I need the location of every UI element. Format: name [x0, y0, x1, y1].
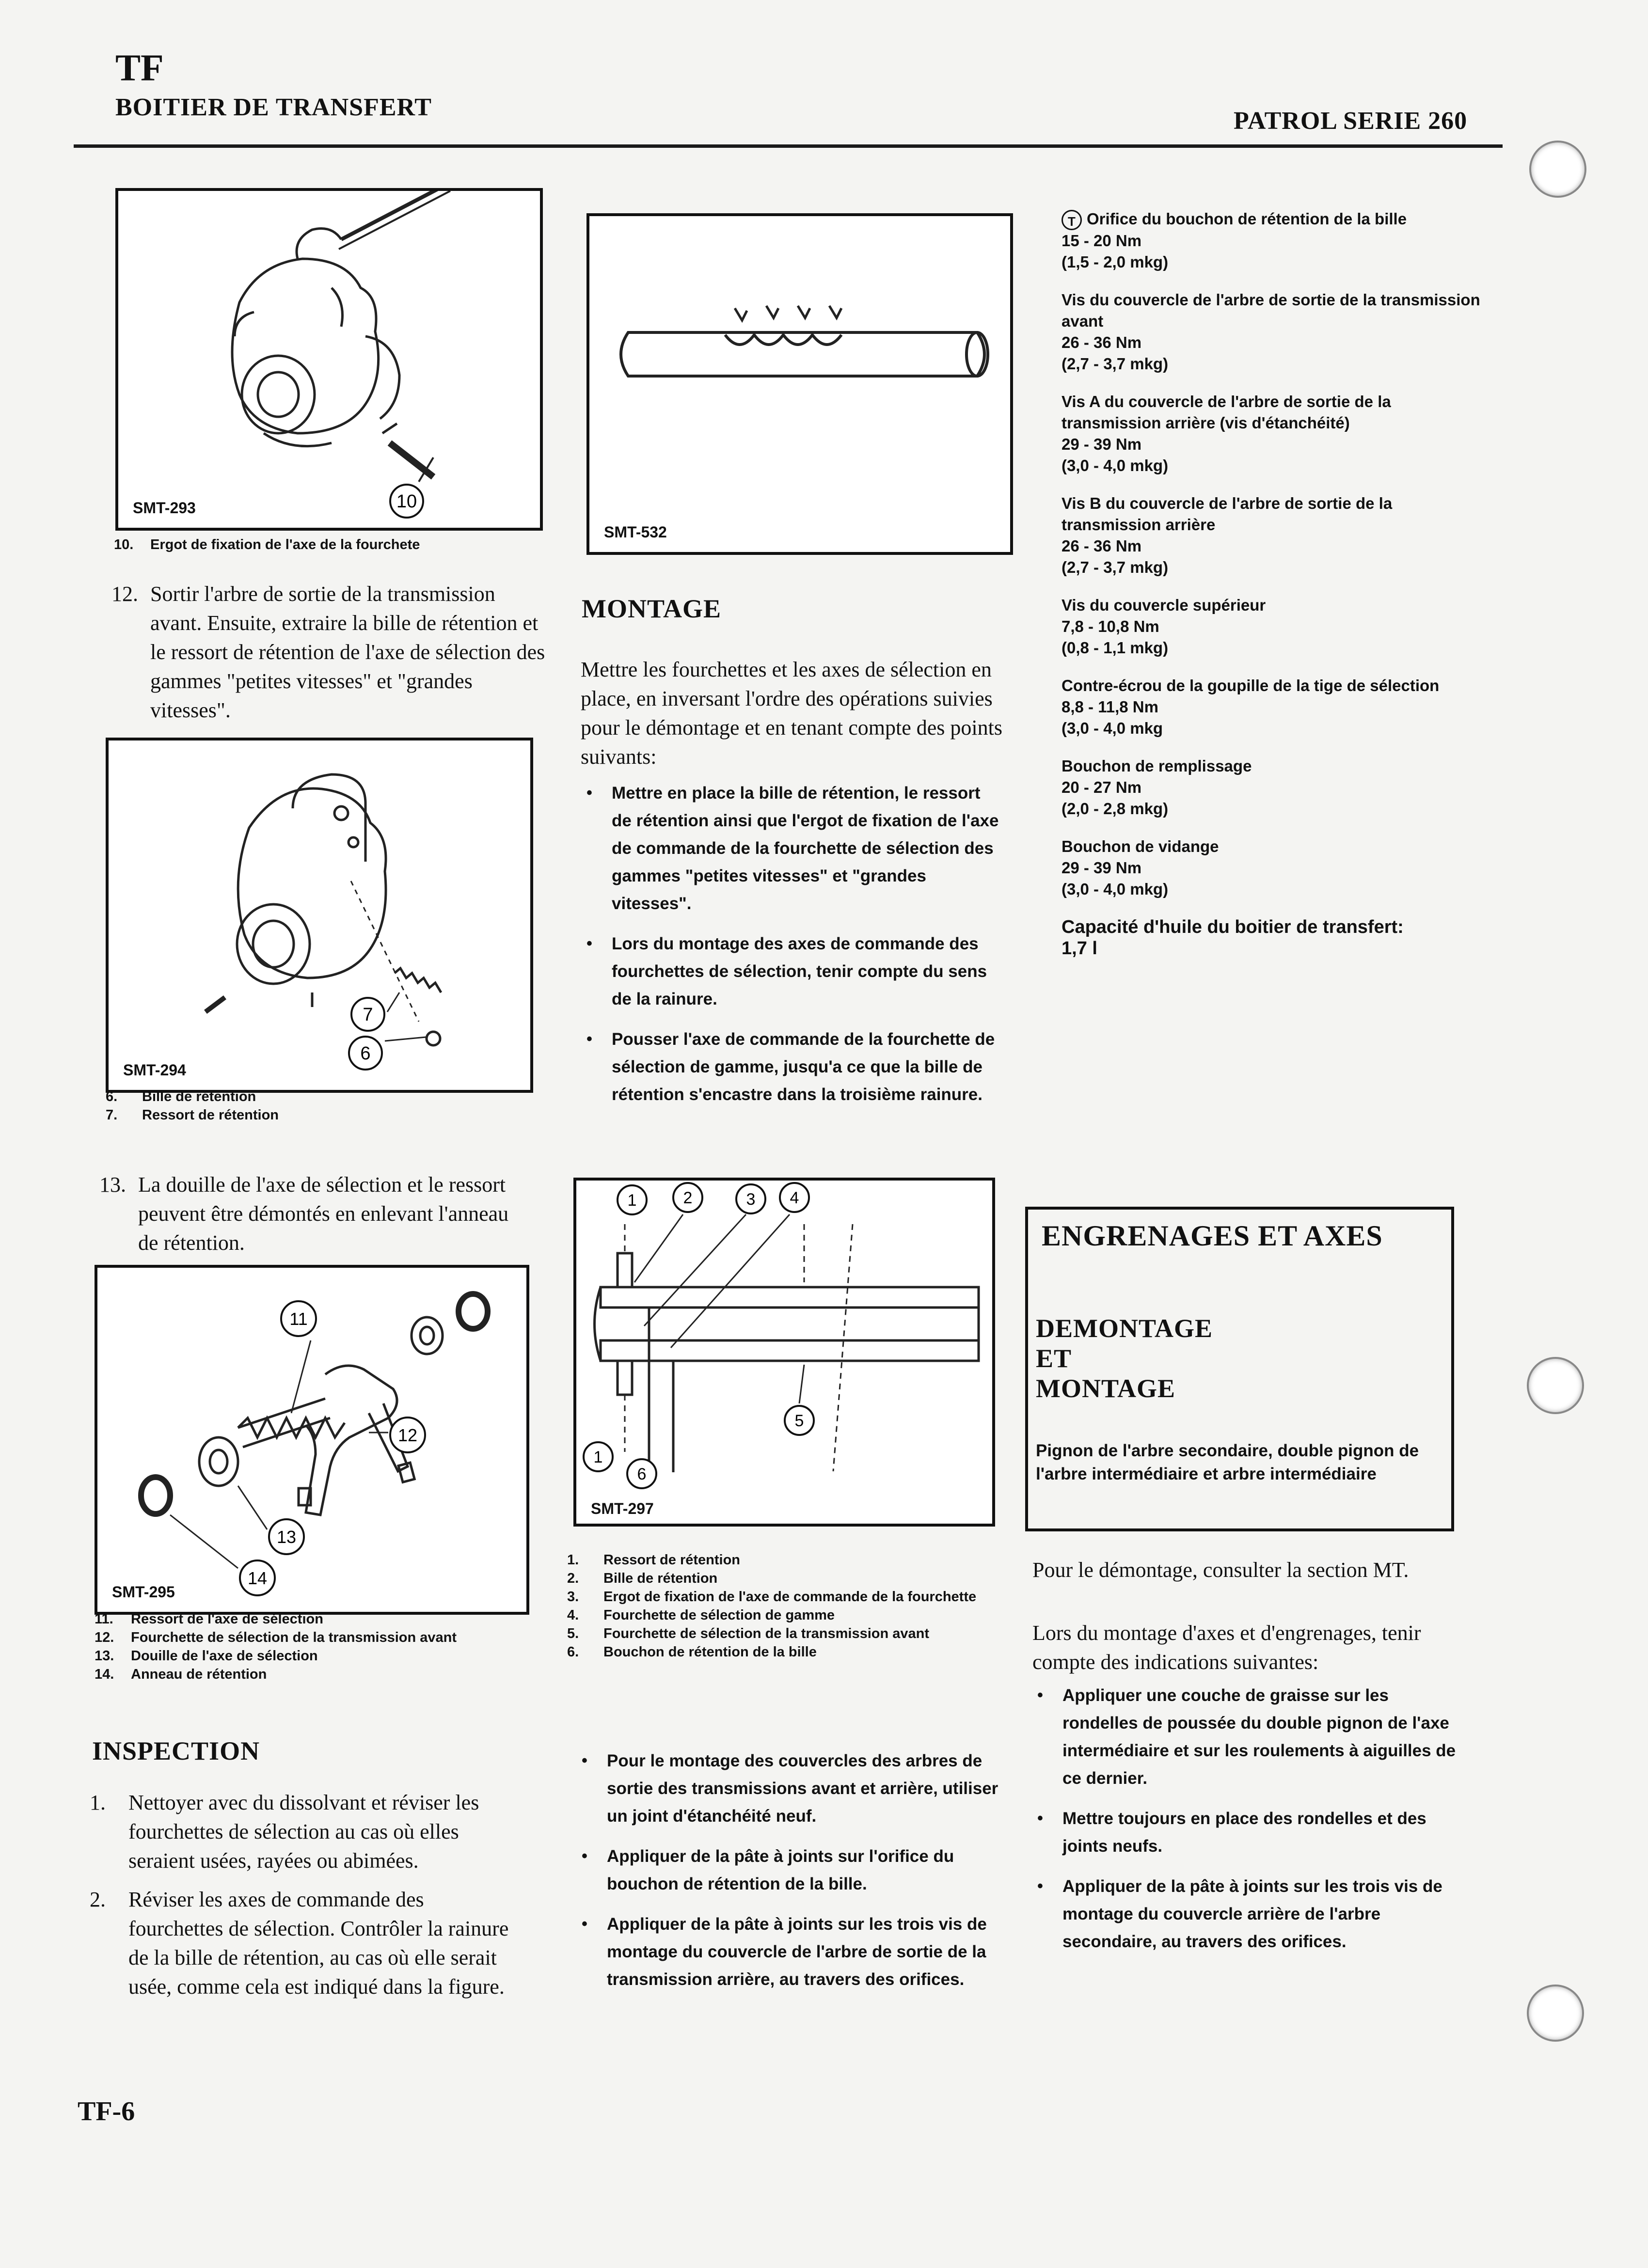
legend-num: 7. [106, 1107, 118, 1123]
torque-spec-name: Orifice du bouchon de rétention de la bille [1087, 210, 1407, 228]
header-rule [74, 144, 1503, 148]
legend-num: 14. [95, 1667, 114, 1682]
torque-spec [1062, 756, 1488, 819]
step-text: Réviser les axes de commande des fourchettes de sélection. Contrôler la rainure de la bille de rétention, au cas où elle serait usée, comme cela est indiqué dans la figure. [128, 1888, 509, 1999]
engrenages-subheading [1036, 1313, 1213, 1403]
legend-text: Fourchette de sélection de gamme [603, 1607, 835, 1623]
figure-label: SMT-295 [112, 1583, 175, 1601]
torque-specs [1062, 208, 1488, 976]
legend-text: Ressort de rétention [603, 1552, 740, 1568]
torque-spec-mkg: (1,5 - 2,0 mkg) [1062, 253, 1169, 271]
inspection-list [90, 1788, 516, 2001]
callout-5-label: 5 [794, 1412, 804, 1430]
callout-13-label: 13 [276, 1527, 297, 1547]
bullet-text: Appliquer de la pâte à joints sur les trois vis de montage du couvercle de l'arbre de sortie de la transmission arrière, au travers des orifices. [607, 1915, 987, 1989]
figure-smt-297 [573, 1178, 995, 1527]
legend-text: Bille de rétention [603, 1571, 718, 1586]
step-number: 13. [99, 1173, 126, 1197]
callout-1-label: 1 [627, 1191, 637, 1210]
legend-num: 6. [567, 1644, 579, 1660]
callout-14-label: 14 [247, 1568, 268, 1588]
torque-spec-nm: 26 - 36 Nm [1062, 333, 1142, 352]
legend-smt-293 [114, 536, 540, 554]
subheading-line: DEMONTAGE [1036, 1314, 1213, 1343]
torque-spec-mkg: (2,0 - 2,8 mkg) [1062, 800, 1169, 818]
bullet-text: Pousser l'axe de commande de la fourchette de sélection de gamme, jusqu'a ce que la bille de rétention s'encastre dans la troisième rainure. [612, 1030, 995, 1104]
torque-spec-nm: 7,8 - 10,8 Nm [1062, 617, 1159, 636]
bullet-dot: • [582, 1915, 587, 1933]
shift-rod-illustration [589, 216, 1010, 552]
engrenages-bullets [1018, 1682, 1464, 1968]
step-number: 2. [90, 1888, 106, 1911]
torque-spec-name: Vis A du couvercle de l'arbre de sortie de la transmission arrière (vis d'étanchéité) [1062, 393, 1391, 432]
bullet-text: Mettre toujours en place des rondelles et des joints neufs. [1062, 1809, 1426, 1856]
step-number: 12. [111, 582, 138, 606]
section-title: BOITIER DE TRANSFERT [115, 94, 432, 121]
bullet-text: Mettre en place la bille de rétention, le ressort de rétention ainsi que l'ergot de fixation de l'axe de commande de la fourchette de sélection des gammes "petites vitesses" et "grandes vitesses". [612, 784, 999, 913]
legend-smt-295 [95, 1610, 531, 1684]
torque-spec [1062, 208, 1488, 273]
bullet-dot: • [582, 1847, 587, 1865]
bullet-text: Appliquer de la pâte à joints sur les trois vis de montage du couvercle arrière de l'arbre secondaire, au travers des orifices. [1062, 1877, 1442, 1951]
step-text: Nettoyer avec du dissolvant et réviser les fourchettes de sélection au cas où elles seraient usées, rayées ou abimées. [128, 1791, 479, 1873]
torque-spec-name: Bouchon de vidange [1062, 837, 1219, 856]
step-13 [99, 1170, 533, 1258]
legend-num: 11. [95, 1611, 113, 1627]
step-number: 1. [90, 1791, 106, 1814]
oil-capacity-label: Capacité d'huile du boitier de transfert: [1062, 917, 1404, 938]
subheading-line: MONTAGE [1036, 1374, 1175, 1403]
oil-capacity-value: 1,7 l [1062, 938, 1097, 959]
callout-10-label: 10 [396, 491, 417, 512]
legend-num: 5. [567, 1626, 579, 1641]
legend-num: 3. [567, 1589, 579, 1605]
shift-rods-section-illustration [576, 1181, 992, 1524]
figure-smt-295 [95, 1265, 529, 1615]
montage-heading: MONTAGE [582, 594, 721, 623]
torque-icon: T [1062, 210, 1082, 230]
binder-hole [1527, 1357, 1584, 1414]
bullet-dot: • [582, 1751, 587, 1770]
callout-12-label: 12 [397, 1425, 418, 1445]
section-code: TF [115, 47, 164, 89]
torque-spec-nm: 26 - 36 Nm [1062, 537, 1142, 555]
torque-spec-name: Vis B du couvercle de l'arbre de sortie de la transmission arrière [1062, 494, 1393, 534]
callout-2-label: 2 [683, 1189, 693, 1207]
inspection-heading: INSPECTION [92, 1736, 260, 1765]
callout-4-label: 4 [790, 1189, 799, 1207]
engrenages-demontage: Pour le démontage, consulter la section MT. [1032, 1558, 1409, 1582]
bullet-dot: • [586, 1030, 592, 1048]
engrenages-heading: ENGRENAGES ET AXES [1042, 1220, 1383, 1252]
bullet-dot: • [1037, 1686, 1043, 1704]
transfer-case-illustration [109, 740, 530, 1090]
transfer-case-illustration [118, 191, 540, 528]
callout-6-label: 6 [637, 1465, 647, 1483]
figure-label: SMT-294 [123, 1061, 186, 1079]
legend-text: Anneau de rétention [131, 1667, 267, 1682]
step-text: Sortir l'arbre de sortie de la transmission avant. Ensuite, extraire la bille de rétention et le ressort de rétention de l'axe de sélection des gammes "petites vitesses" et "grandes vitesses". [150, 582, 545, 722]
step-12 [111, 580, 545, 725]
legend-text: Ergot de fixation de l'axe de la fourchete [150, 537, 420, 552]
montage-bullets [567, 779, 1003, 1121]
legend-num: 10. [114, 537, 134, 552]
legend-num: 4. [567, 1607, 579, 1623]
torque-spec-mkg: (0,8 - 1,1 mkg) [1062, 639, 1169, 657]
shift-fork-illustration [97, 1268, 526, 1612]
torque-spec-name: Vis du couvercle de l'arbre de sortie de la transmission avant [1062, 291, 1480, 331]
oil-capacity [1062, 916, 1488, 959]
callout-7-label: 7 [363, 1005, 373, 1025]
torque-spec [1062, 391, 1488, 476]
legend-num: 12. [95, 1630, 114, 1645]
torque-spec-name: Contre-écrou de la goupille de la tige de sélection [1062, 677, 1440, 695]
legend-text: Ressort de l'axe de sélection [131, 1611, 323, 1627]
legend-num: 13. [95, 1648, 114, 1664]
torque-spec-mkg: (3,0 - 4,0 mkg) [1062, 457, 1169, 475]
torque-spec-name: Vis du couvercle supérieur [1062, 596, 1266, 614]
callout-3-label: 3 [746, 1190, 756, 1209]
page-number: TF-6 [78, 2096, 135, 2126]
legend-text: Bille de rétention [142, 1089, 256, 1104]
torque-spec-mkg: (2,7 - 3,7 mkg) [1062, 355, 1169, 373]
legend-text: Douille de l'axe de sélection [131, 1648, 318, 1664]
legend-num: 2. [567, 1571, 579, 1586]
legend-num: 6. [106, 1089, 118, 1104]
model-title: PATROL SERIE 260 [1234, 107, 1468, 135]
torque-spec-mkg: (2,7 - 3,7 mkg) [1062, 558, 1169, 577]
figure-smt-532 [586, 213, 1013, 555]
montage-intro: Mettre les fourchettes et les axes de sélection en place, en inversant l'ordre des opérations suivies pour le démontage et en tenant compte des points suivants: [581, 658, 1002, 769]
bullet-dot: • [586, 784, 592, 802]
torque-spec-nm: 29 - 39 Nm [1062, 859, 1142, 877]
bullet-dot: • [1037, 1877, 1043, 1895]
torque-spec-nm: 8,8 - 11,8 Nm [1062, 698, 1158, 716]
legend-smt-297 [567, 1551, 1003, 1661]
bullet-dot: • [586, 934, 592, 953]
torque-spec-nm: 20 - 27 Nm [1062, 778, 1142, 797]
torque-spec-nm: 15 - 20 Nm [1062, 232, 1142, 250]
figure-label: SMT-532 [604, 523, 667, 541]
engrenages-intro: Lors du montage d'axes et d'engrenages, tenir compte des indications suivantes: [1032, 1621, 1421, 1674]
bullet-text: Appliquer une couche de graisse sur les rondelles de poussée du double pignon de l'axe intermédiaire et sur les roulements à aiguilles de ce dernier. [1062, 1686, 1456, 1788]
legend-num: 1. [567, 1552, 579, 1568]
torque-spec-mkg: (3,0 - 4,0 mkg) [1062, 880, 1169, 898]
legend-text: Ressort de rétention [142, 1107, 279, 1123]
torque-spec [1062, 493, 1488, 578]
torque-spec-mkg: (3,0 - 4,0 mkg [1062, 719, 1163, 738]
torque-spec-nm: 29 - 39 Nm [1062, 435, 1142, 454]
legend-smt-294 [106, 1087, 532, 1124]
torque-spec-name: Bouchon de remplissage [1062, 757, 1252, 775]
bullet-text: Lors du montage des axes de commande des fourchettes de sélection, tenir compte du sens de la rainure. [612, 934, 987, 1008]
figure-smt-294 [106, 738, 533, 1093]
bullet-text: Appliquer de la pâte à joints sur l'orifice du bouchon de rétention de la bille. [607, 1847, 954, 1893]
legend-text: Ergot de fixation de l'axe de commande de la fourchette [603, 1589, 977, 1605]
torque-spec [1062, 836, 1488, 900]
legend-text: Fourchette de sélection de la transmission avant [603, 1626, 930, 1641]
bullet-dot: • [1037, 1809, 1043, 1827]
callout-1-bottom-label: 1 [593, 1448, 603, 1466]
legend-text: Fourchette de sélection de la transmission avant [131, 1630, 457, 1645]
subheading-line: ET [1036, 1344, 1072, 1373]
bullet-text: Pour le montage des couvercles des arbres de sortie des transmissions avant et arrière, utiliser un joint d'étanchéité neuf. [607, 1751, 998, 1826]
binder-hole [1529, 141, 1586, 198]
legend-text: Bouchon de rétention de la bille [603, 1644, 817, 1660]
torque-spec [1062, 595, 1488, 659]
figure-label: SMT-293 [133, 499, 196, 517]
figure-label: SMT-297 [591, 1500, 654, 1517]
montage-bullets-2 [562, 1747, 998, 2006]
step-text: La douille de l'axe de sélection et le ressort peuvent être démontés en enlevant l'anneau de rétention. [138, 1173, 509, 1255]
callout-11-label: 11 [289, 1309, 308, 1329]
engrenages-parts: Pignon de l'arbre secondaire, double pignon de l'arbre intermédiaire et arbre intermédiaire [1036, 1441, 1419, 1483]
torque-spec [1062, 675, 1488, 739]
figure-smt-293 [115, 188, 543, 531]
callout-6-label: 6 [360, 1043, 371, 1064]
torque-spec [1062, 289, 1488, 375]
binder-hole [1527, 1984, 1584, 2042]
